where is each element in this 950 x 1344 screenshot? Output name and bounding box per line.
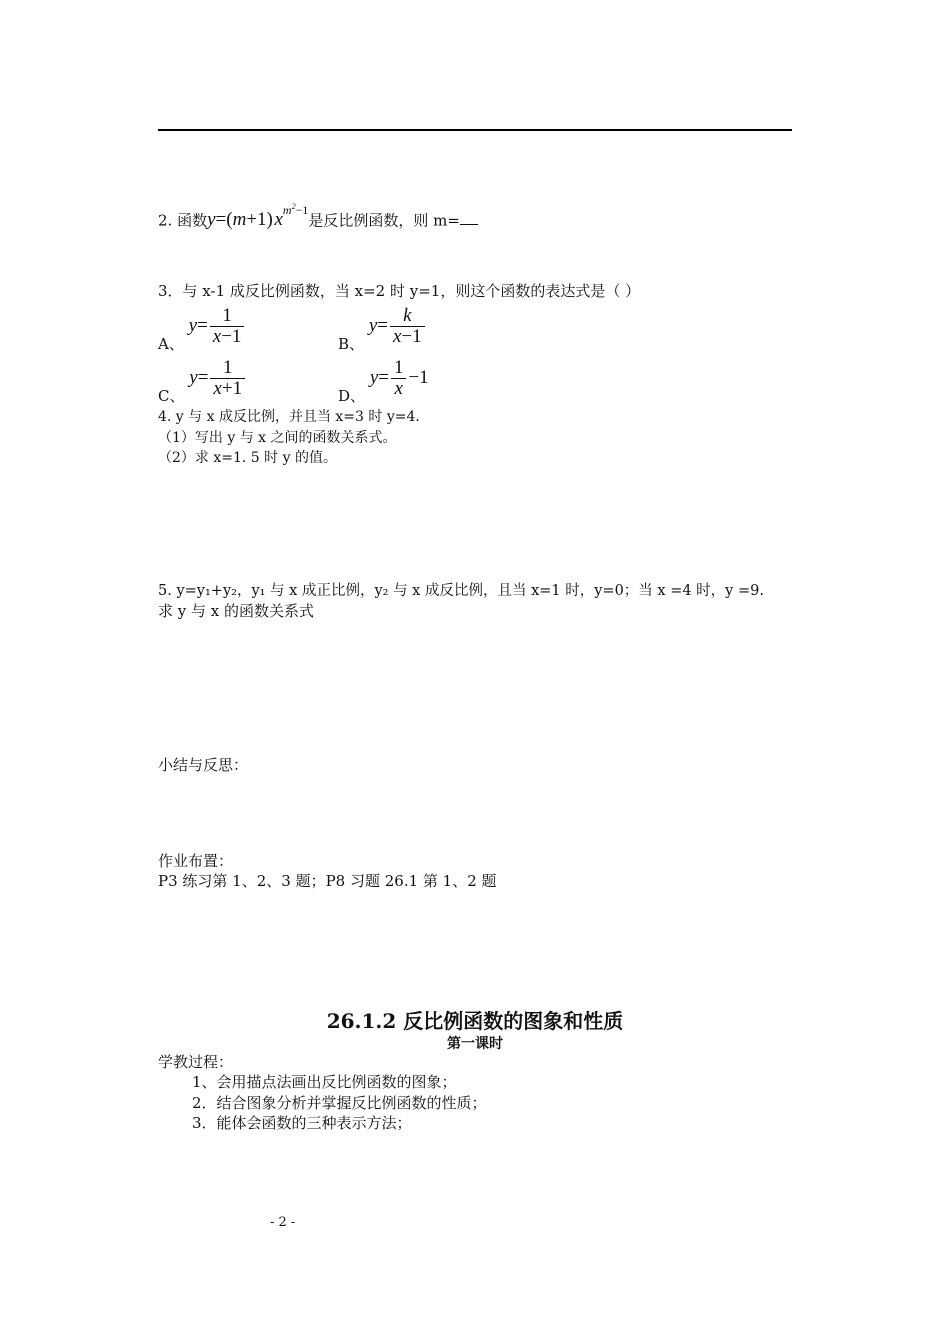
section-title: 26.1.2 反比例函数的图象和性质 bbox=[326, 1009, 624, 1033]
option-d bbox=[338, 357, 429, 405]
goal-item: 3．能体会函数的三种表示方法； bbox=[192, 1114, 412, 1132]
question-2 bbox=[158, 202, 478, 231]
page-number: - 2 - bbox=[270, 1215, 296, 1230]
option-d-formula: y= $\frac{1}{x}$ −1 bbox=[369, 357, 429, 399]
question-2-suffix: 是反比例函数，则 m= bbox=[308, 211, 460, 230]
option-c bbox=[158, 357, 247, 405]
question-4-sub-2: （2）求 x=1. 5 时 y 的值。 bbox=[158, 450, 337, 466]
option-a bbox=[158, 305, 246, 353]
option-d-label: D、 bbox=[338, 386, 366, 405]
option-a-formula: y= $\frac{1}{x-1}$ bbox=[189, 315, 247, 336]
question-4-stem: 4. y 与 x 成反比例，并且当 x=3 时 y=4. bbox=[158, 409, 420, 425]
question-2-prefix: 2. 函数 bbox=[158, 211, 208, 230]
question-5-line-2: 求 y 与 x 的函数关系式 bbox=[158, 602, 315, 620]
option-a-label: A、 bbox=[158, 334, 184, 353]
goal-item: 2．结合图象分析并掌握反比例函数的性质； bbox=[192, 1094, 487, 1112]
header-rule bbox=[158, 129, 792, 131]
question-4-sub-1: （1）写出 y 与 x 之间的函数关系式。 bbox=[158, 430, 397, 446]
option-c-formula: y= $\frac{1}{x+1}$ bbox=[189, 367, 247, 388]
option-b-label: B、 bbox=[338, 334, 365, 353]
question-2-formula: y=(m+1) $x^{m^2-1}$ bbox=[207, 202, 309, 231]
answer-blank bbox=[460, 210, 478, 225]
homework-content: P3 练习第 1、2、3 题；P8 习题 26.1 第 1、2 题 bbox=[158, 872, 497, 890]
option-b bbox=[338, 305, 427, 353]
summary-label: 小结与反思： bbox=[158, 756, 249, 774]
homework-label: 作业布置： bbox=[158, 852, 234, 870]
section-subtitle: 第一课时 bbox=[447, 1036, 503, 1052]
option-b-formula: y= $\frac{k}{x-1}$ bbox=[369, 315, 427, 336]
process-label: 学教过程： bbox=[158, 1053, 234, 1071]
goal-item: 1、会用描点法画出反比例函数的图象； bbox=[192, 1073, 457, 1091]
question-5-line-1: 5. y=y₁+y₂，y₁ 与 x 成正比例，y₂ 与 x 成反比例，且当 x=1 时，y=0；当 x =4 时，y =9. bbox=[158, 583, 764, 599]
option-c-label: C、 bbox=[158, 386, 185, 405]
question-3-stem: 3．与 x-1 成反比例函数，当 x=2 时 y=1，则这个函数的表达式是（ ） bbox=[158, 282, 641, 300]
